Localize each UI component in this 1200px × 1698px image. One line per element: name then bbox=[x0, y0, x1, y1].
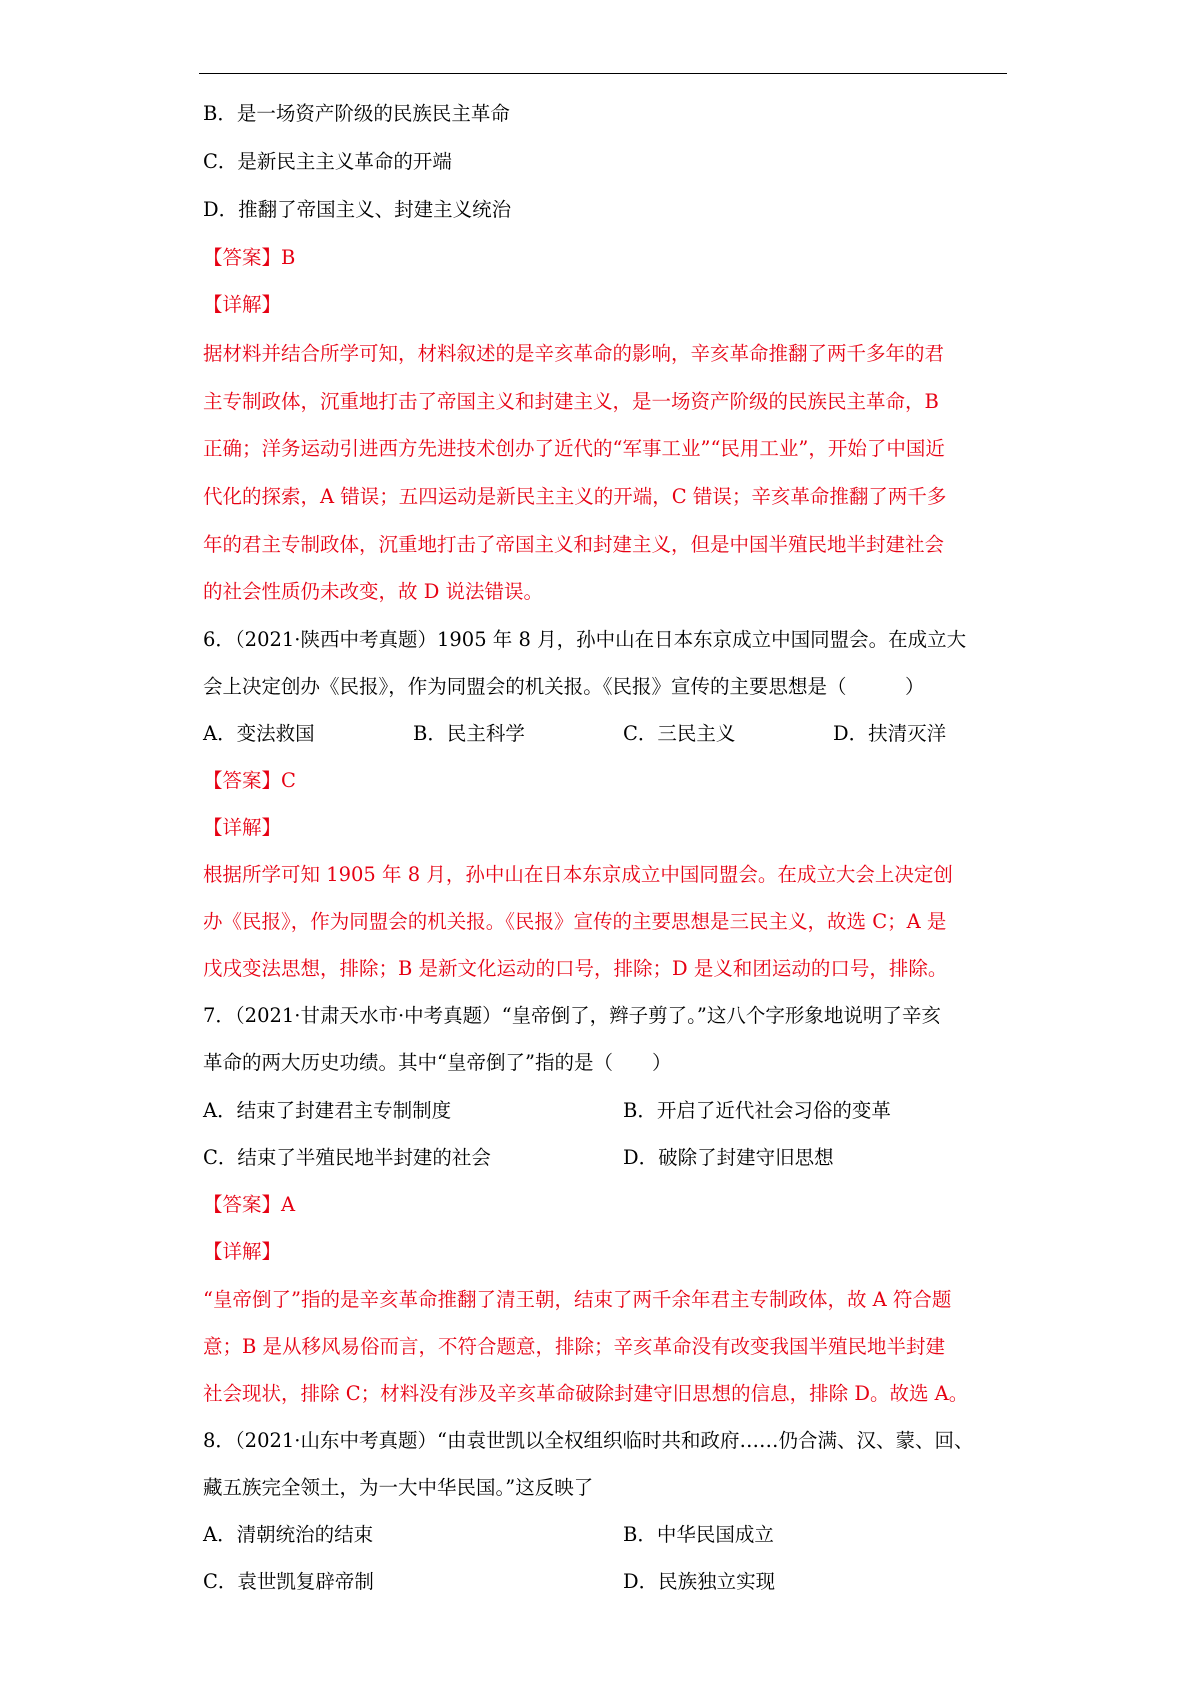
q5-option-b: B．是一场资产阶级的民族民主革命 bbox=[203, 102, 510, 125]
q5-explanation-line: 年的君主专制政体，沉重地打击了帝国主义和封建主义，但是中国半殖民地半封建社会 bbox=[203, 533, 945, 556]
q7-option-b: B．开启了近代社会习俗的变革 bbox=[623, 1099, 891, 1122]
q8-option-b: B．中华民国成立 bbox=[623, 1523, 774, 1546]
q6-detail-tag: 【详解】 bbox=[203, 816, 282, 839]
q7-option-a: A．结束了封建君主专制制度 bbox=[203, 1099, 452, 1122]
q6-option-d: D．扶清灭洋 bbox=[833, 722, 947, 745]
q5-option-d: D．推翻了帝国主义、封建主义统治 bbox=[203, 198, 512, 221]
q7-option-d: D．破除了封建守旧思想 bbox=[623, 1146, 834, 1169]
q7-explanation-line: 社会现状，排除 C；材料没有涉及辛亥革命破除封建守旧思想的信息，排除 D。故选 A。 bbox=[203, 1382, 969, 1405]
answer-tag: 【答案】 bbox=[203, 1193, 282, 1216]
q8-stem-line: 8．（2021·山东中考真题）“由袁世凯以全权组织临时共和政府……仍合满、汉、蒙、回、 bbox=[203, 1429, 974, 1452]
q5-explanation-line: 据材料并结合所学可知，材料叙述的是辛亥革命的影响，辛亥革命推翻了两千多年的君 bbox=[203, 342, 945, 365]
q5-option-c: C．是新民主主义革命的开端 bbox=[203, 150, 452, 173]
q6-explanation-line: 根据所学可知 1905 年 8 月，孙中山在日本东京成立中国同盟会。在成立大会上决定创 bbox=[203, 863, 953, 886]
q6-explanation-line: 戊戌变法思想，排除；B 是新文化运动的口号，排除；D 是义和团运动的口号，排除。 bbox=[203, 957, 948, 980]
q7-stem-line: 7．（2021·甘肃天水市·中考真题）“皇帝倒了，辫子剪了。”这八个字形象地说明了辛亥 bbox=[203, 1004, 941, 1027]
q6-option-a: A．变法救国 bbox=[203, 722, 315, 745]
answer-tag: 【答案】 bbox=[203, 769, 282, 792]
answer-tag: 【答案】 bbox=[203, 246, 282, 269]
q5-answer bbox=[203, 243, 295, 273]
answer-value: A bbox=[281, 1193, 296, 1216]
q5-explanation-line: 代化的探索，A 错误；五四运动是新民主主义的开端，C 错误；辛亥革命推翻了两千多 bbox=[203, 485, 947, 508]
q7-stem-line: 革命的两大历史功绩。其中“皇帝倒了”指的是（ ） bbox=[203, 1051, 672, 1074]
q6-option-c: C．三民主义 bbox=[623, 722, 736, 745]
q6-option-b: B．民主科学 bbox=[413, 722, 525, 745]
q7-detail-tag: 【详解】 bbox=[203, 1240, 282, 1263]
q6-stem-line: 6．（2021·陕西中考真题）1905 年 8 月，孙中山在日本东京成立中国同盟会。在成立大 bbox=[203, 628, 967, 651]
q8-option-d: D．民族独立实现 bbox=[623, 1570, 776, 1593]
header-rule bbox=[199, 73, 1007, 74]
q6-stem-line: 会上决定创办《民报》，作为同盟会的机关报。《民报》宣传的主要思想是（ ） bbox=[203, 675, 925, 698]
q6-answer bbox=[203, 766, 296, 796]
q7-answer bbox=[203, 1190, 295, 1220]
q5-explanation-line: 主专制政体，沉重地打击了帝国主义和封建主义，是一场资产阶级的民族民主革命，B bbox=[203, 390, 939, 413]
q5-detail-tag: 【详解】 bbox=[203, 293, 282, 316]
q7-explanation-line: 意；B 是从移风易俗而言，不符合题意，排除；辛亥革命没有改变我国半殖民地半封建 bbox=[203, 1335, 946, 1358]
q7-option-c: C．结束了半殖民地半封建的社会 bbox=[203, 1146, 491, 1169]
q7-explanation-line: “皇帝倒了”指的是辛亥革命推翻了清王朝，结束了两千余年君主专制政体，故 A 符合题 bbox=[203, 1288, 952, 1311]
answer-value: C bbox=[281, 769, 296, 792]
q8-option-c: C．袁世凯复辟帝制 bbox=[203, 1570, 374, 1593]
q8-stem-line: 藏五族完全领土，为一大中华民国。”这反映了 bbox=[203, 1476, 594, 1499]
q8-option-a: A．清朝统治的结束 bbox=[203, 1523, 374, 1546]
q5-explanation-line: 的社会性质仍未改变，故 D 说法错误。 bbox=[203, 580, 544, 603]
q6-explanation-line: 办《民报》，作为同盟会的机关报。《民报》宣传的主要思想是三民主义，故选 C；A 是 bbox=[203, 910, 947, 933]
answer-value: B bbox=[281, 246, 296, 269]
q5-explanation-line: 正确；洋务运动引进西方先进技术创办了近代的“军事工业”“民用工业”，开始了中国近 bbox=[203, 437, 945, 460]
